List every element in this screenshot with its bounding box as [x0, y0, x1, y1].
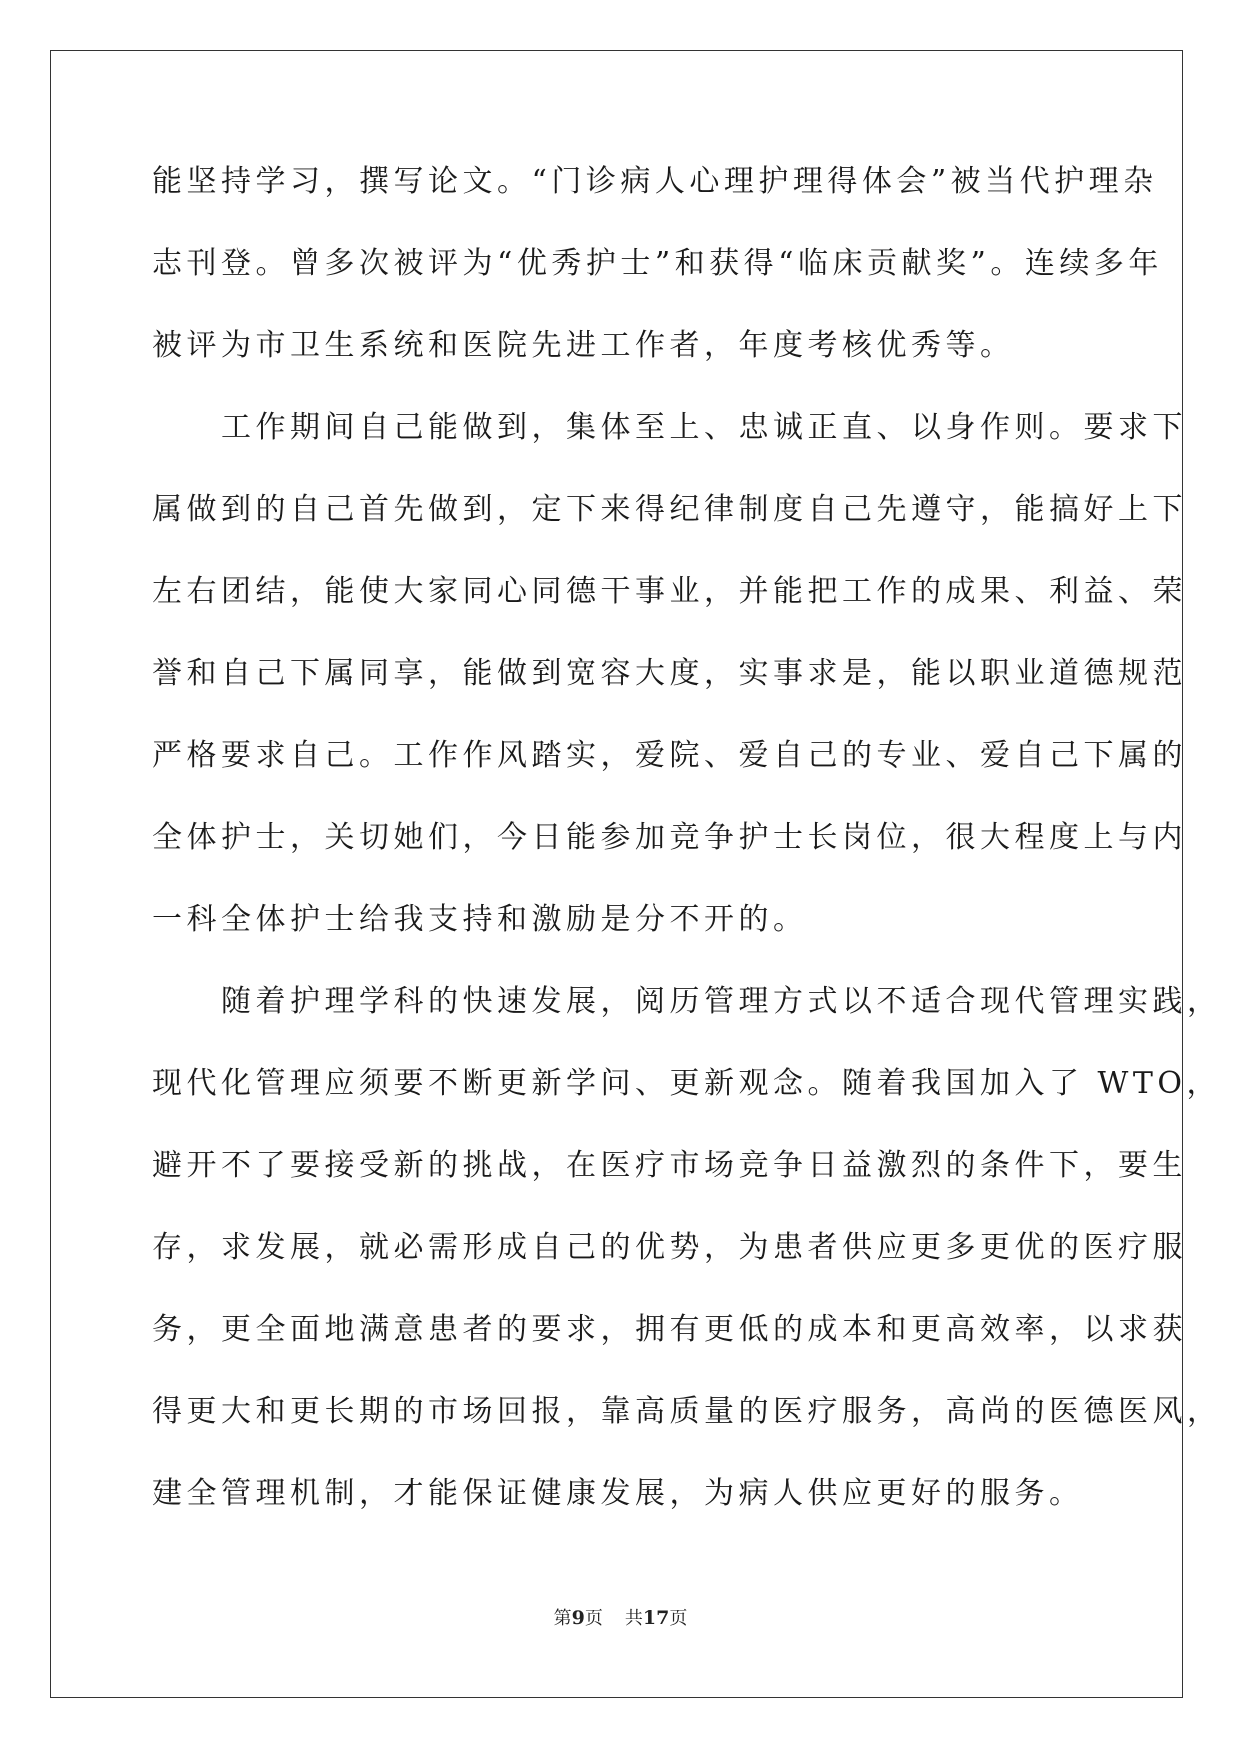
text-line: 誉和自己下属同享，能做到宽容大度，实事求是，能以职业道德规范 [152, 656, 1187, 691]
text-line: 工作期间自己能做到，集体至上、忠诚正直、以身作则。要求下 [152, 410, 1187, 445]
page-prefix: 第 [553, 1608, 572, 1629]
text-line: 存，求发展，就必需形成自己的优势，为患者供应更多更优的医疗服 [152, 1230, 1187, 1265]
text-line: 严格要求自己。工作作风踏实，爱院、爱自己的专业、爱自己下属的 [152, 738, 1187, 773]
text-line: 左右团结，能使大家同心同德干事业，并能把工作的成果、利益、荣 [152, 574, 1187, 609]
text-line: 得更大和更长期的市场回报，靠高质量的医疗服务，高尚的医德医风， [152, 1394, 1222, 1429]
text-line: 志刊登。曾多次被评为“优秀护士”和获得“临床贡献奖”。连续多年 [152, 246, 1163, 281]
text-line: 被评为市卫生系统和医院先进工作者，年度考核优秀等。 [152, 328, 1015, 363]
total-prefix: 共 [624, 1608, 643, 1629]
document-body [152, 155, 1222, 1549]
text-line: 一科全体护士给我支持和激励是分不开的。 [152, 902, 808, 937]
total-suffix: 页 [669, 1608, 688, 1629]
text-line: 建全管理机制，才能保证健康发展，为病人供应更好的服务。 [152, 1476, 1084, 1511]
text-line: 避开不了要接受新的挑战，在医疗市场竞争日益激烈的条件下，要生 [152, 1148, 1187, 1183]
page-footer [0, 1604, 1241, 1630]
text-line: 属做到的自己首先做到，定下来得纪律制度自己先遵守，能搞好上下 [152, 492, 1187, 527]
text-line: 能坚持学习，撰写论文。“门诊病人心理护理得体会”被当代护理杂 [152, 164, 1158, 199]
total-pages: 17 [642, 1607, 670, 1629]
text-line: 现代化管理应须要不断更新学问、更新观念。随着我国加入了 WTO， [152, 1066, 1221, 1101]
page-number: 9 [571, 1607, 585, 1629]
text-line: 随着护理学科的快速发展，阅历管理方式以不适合现代管理实践， [152, 984, 1222, 1019]
text-line: 务，更全面地满意患者的要求，拥有更低的成本和更高效率，以求获 [152, 1312, 1187, 1347]
page-suffix: 页 [584, 1608, 603, 1629]
text-line: 全体护士，关切她们，今日能参加竞争护士长岗位，很大程度上与内 [152, 820, 1187, 855]
